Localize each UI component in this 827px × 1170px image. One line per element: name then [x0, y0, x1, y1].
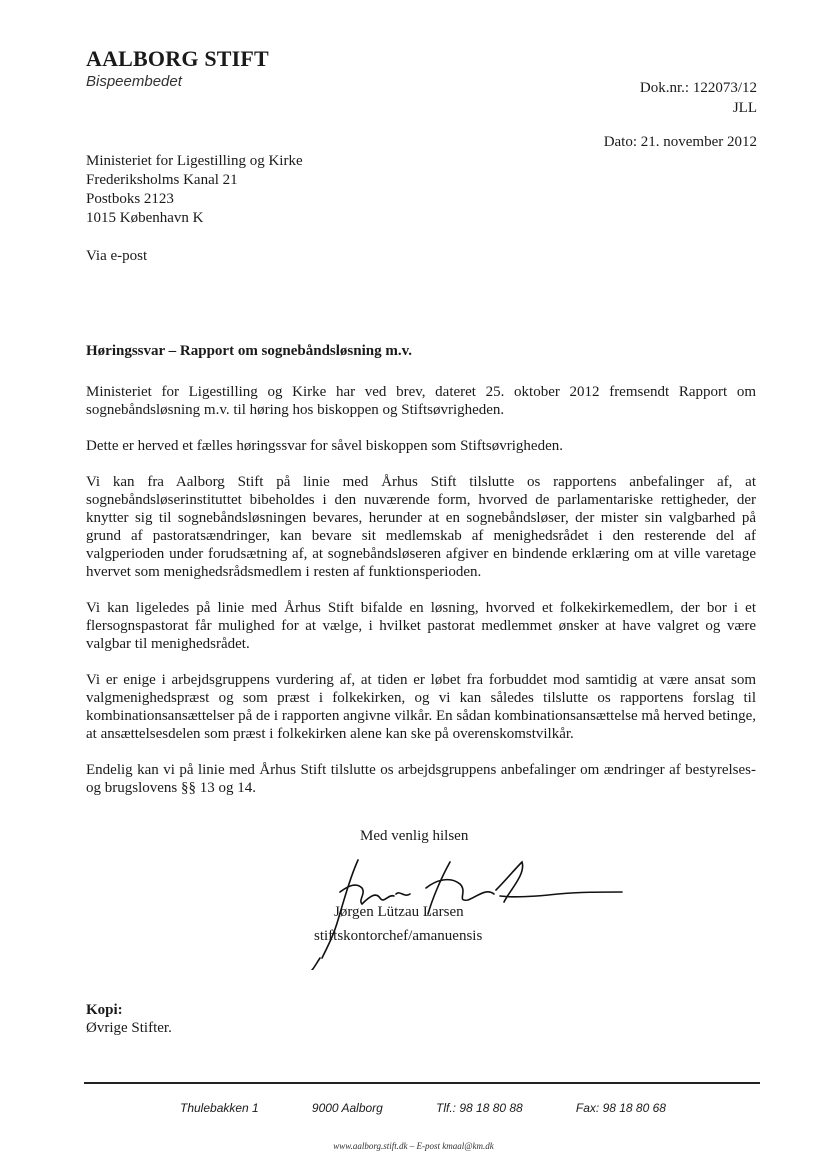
- recipient-line: 1015 København K: [86, 210, 204, 226]
- body-paragraph: Vi kan fra Aalborg Stift på linie med Århus Stift tilslutte os rapportens anbefalinger af, at sognebåndsløserinstituttet bibeholdes i den nuværende form, hvorved de parlamentariske rettigheder, der knytter sig til sognebåndsløsningen bevares, herunder at en sognebåndsløser, der mister sin valgbarhed på grund af pastoratsændringer, kan bevare sit medlemskab af menighedsrådet i den resterende del af valgperioden under forudsætning af, at sognebåndsløseren afgiver en bindende erklæring om at ville varetage hvervet som menighedsrådsmedlem i resten af funktionsperioden.: [86, 474, 756, 580]
- footer-contact: [84, 1101, 760, 1115]
- initials: JLL: [732, 100, 757, 116]
- body-paragraph: Ministeriet for Ligestilling og Kirke har ved brev, dateret 25. oktober 2012 fremsendt Rapport om sognebåndsløsning m.v. til høring hos biskoppen og Stiftsøvrigheden.: [86, 384, 756, 418]
- doc-number: Dok.nr.: 122073/12: [639, 80, 757, 96]
- org-subtitle: Bispeembedet: [86, 73, 182, 90]
- copy-recipients: Øvrige Stifter.: [86, 1020, 172, 1036]
- recipient-line: Postboks 2123: [86, 191, 174, 207]
- delivery-method: Via e-post: [86, 248, 148, 264]
- footer-divider: [84, 1082, 760, 1084]
- body-paragraph: Vi kan ligeledes på linie med Århus Stift bifalde en løsning, hvorved et folkekirkemedlem, der bor i et flersognspastorat får mulighed for at vælge, i hvilket pastorat medlemmet ønsker at have valgret og være valgbar til menighedsrådet.: [86, 600, 756, 652]
- footer-fax: Fax: 98 18 80 68: [575, 1101, 666, 1115]
- body-paragraph: Endelig kan vi på linie med Århus Stift tilslutte os arbejdsgruppens anbefalinger om ændringer af bestyrelses- og brugslovens §§ 13 og 14.: [86, 762, 756, 796]
- signer-name: Jørgen Lützau Larsen: [334, 904, 464, 920]
- letter-date: Dato: 21. november 2012: [603, 134, 757, 150]
- signer-title: stiftskontorchef/amanuensis: [314, 928, 483, 944]
- body-paragraph: Vi er enige i arbejdsgruppens vurdering af, at tiden er løbet fra forbuddet mod samtidig at være ansat som valgmenighedspræst og som præst i folkekirken, og vi kan således tilslutte os rapportens forslag til kombinationsansættelser på de i rapporten angivne vilkår. En sådan kombinationsansættelse må herved betinge, at ansættelsesdelen som præst i folkekirken alene kan ske på overenskomstvilkår.: [86, 672, 756, 742]
- footer-address: Thulebakken 1: [180, 1101, 259, 1115]
- recipient-line: Frederiksholms Kanal 21: [86, 172, 238, 188]
- footer-phone: Tlf.: 98 18 80 88: [436, 1101, 523, 1115]
- body-paragraph: Dette er herved et fælles høringssvar for såvel biskoppen som Stiftsøvrigheden.: [86, 438, 563, 454]
- letter-subject: Høringssvar – Rapport om sognebåndsløsning m.v.: [86, 343, 413, 359]
- footer-web-email: www.aalborg.stift.dk – E-post kmaal@km.dk: [333, 1141, 494, 1151]
- org-name: AALBORG STIFT: [86, 46, 269, 71]
- copy-label: Kopi:: [86, 1002, 123, 1018]
- recipient-address: [86, 152, 303, 228]
- footer-city: 9000 Aalborg: [311, 1101, 383, 1115]
- document-reference: [640, 78, 757, 118]
- closing-greeting: Med venlig hilsen: [360, 828, 469, 844]
- recipient-line: Ministeriet for Ligestilling og Kirke: [86, 153, 303, 169]
- letter-body: [86, 383, 756, 815]
